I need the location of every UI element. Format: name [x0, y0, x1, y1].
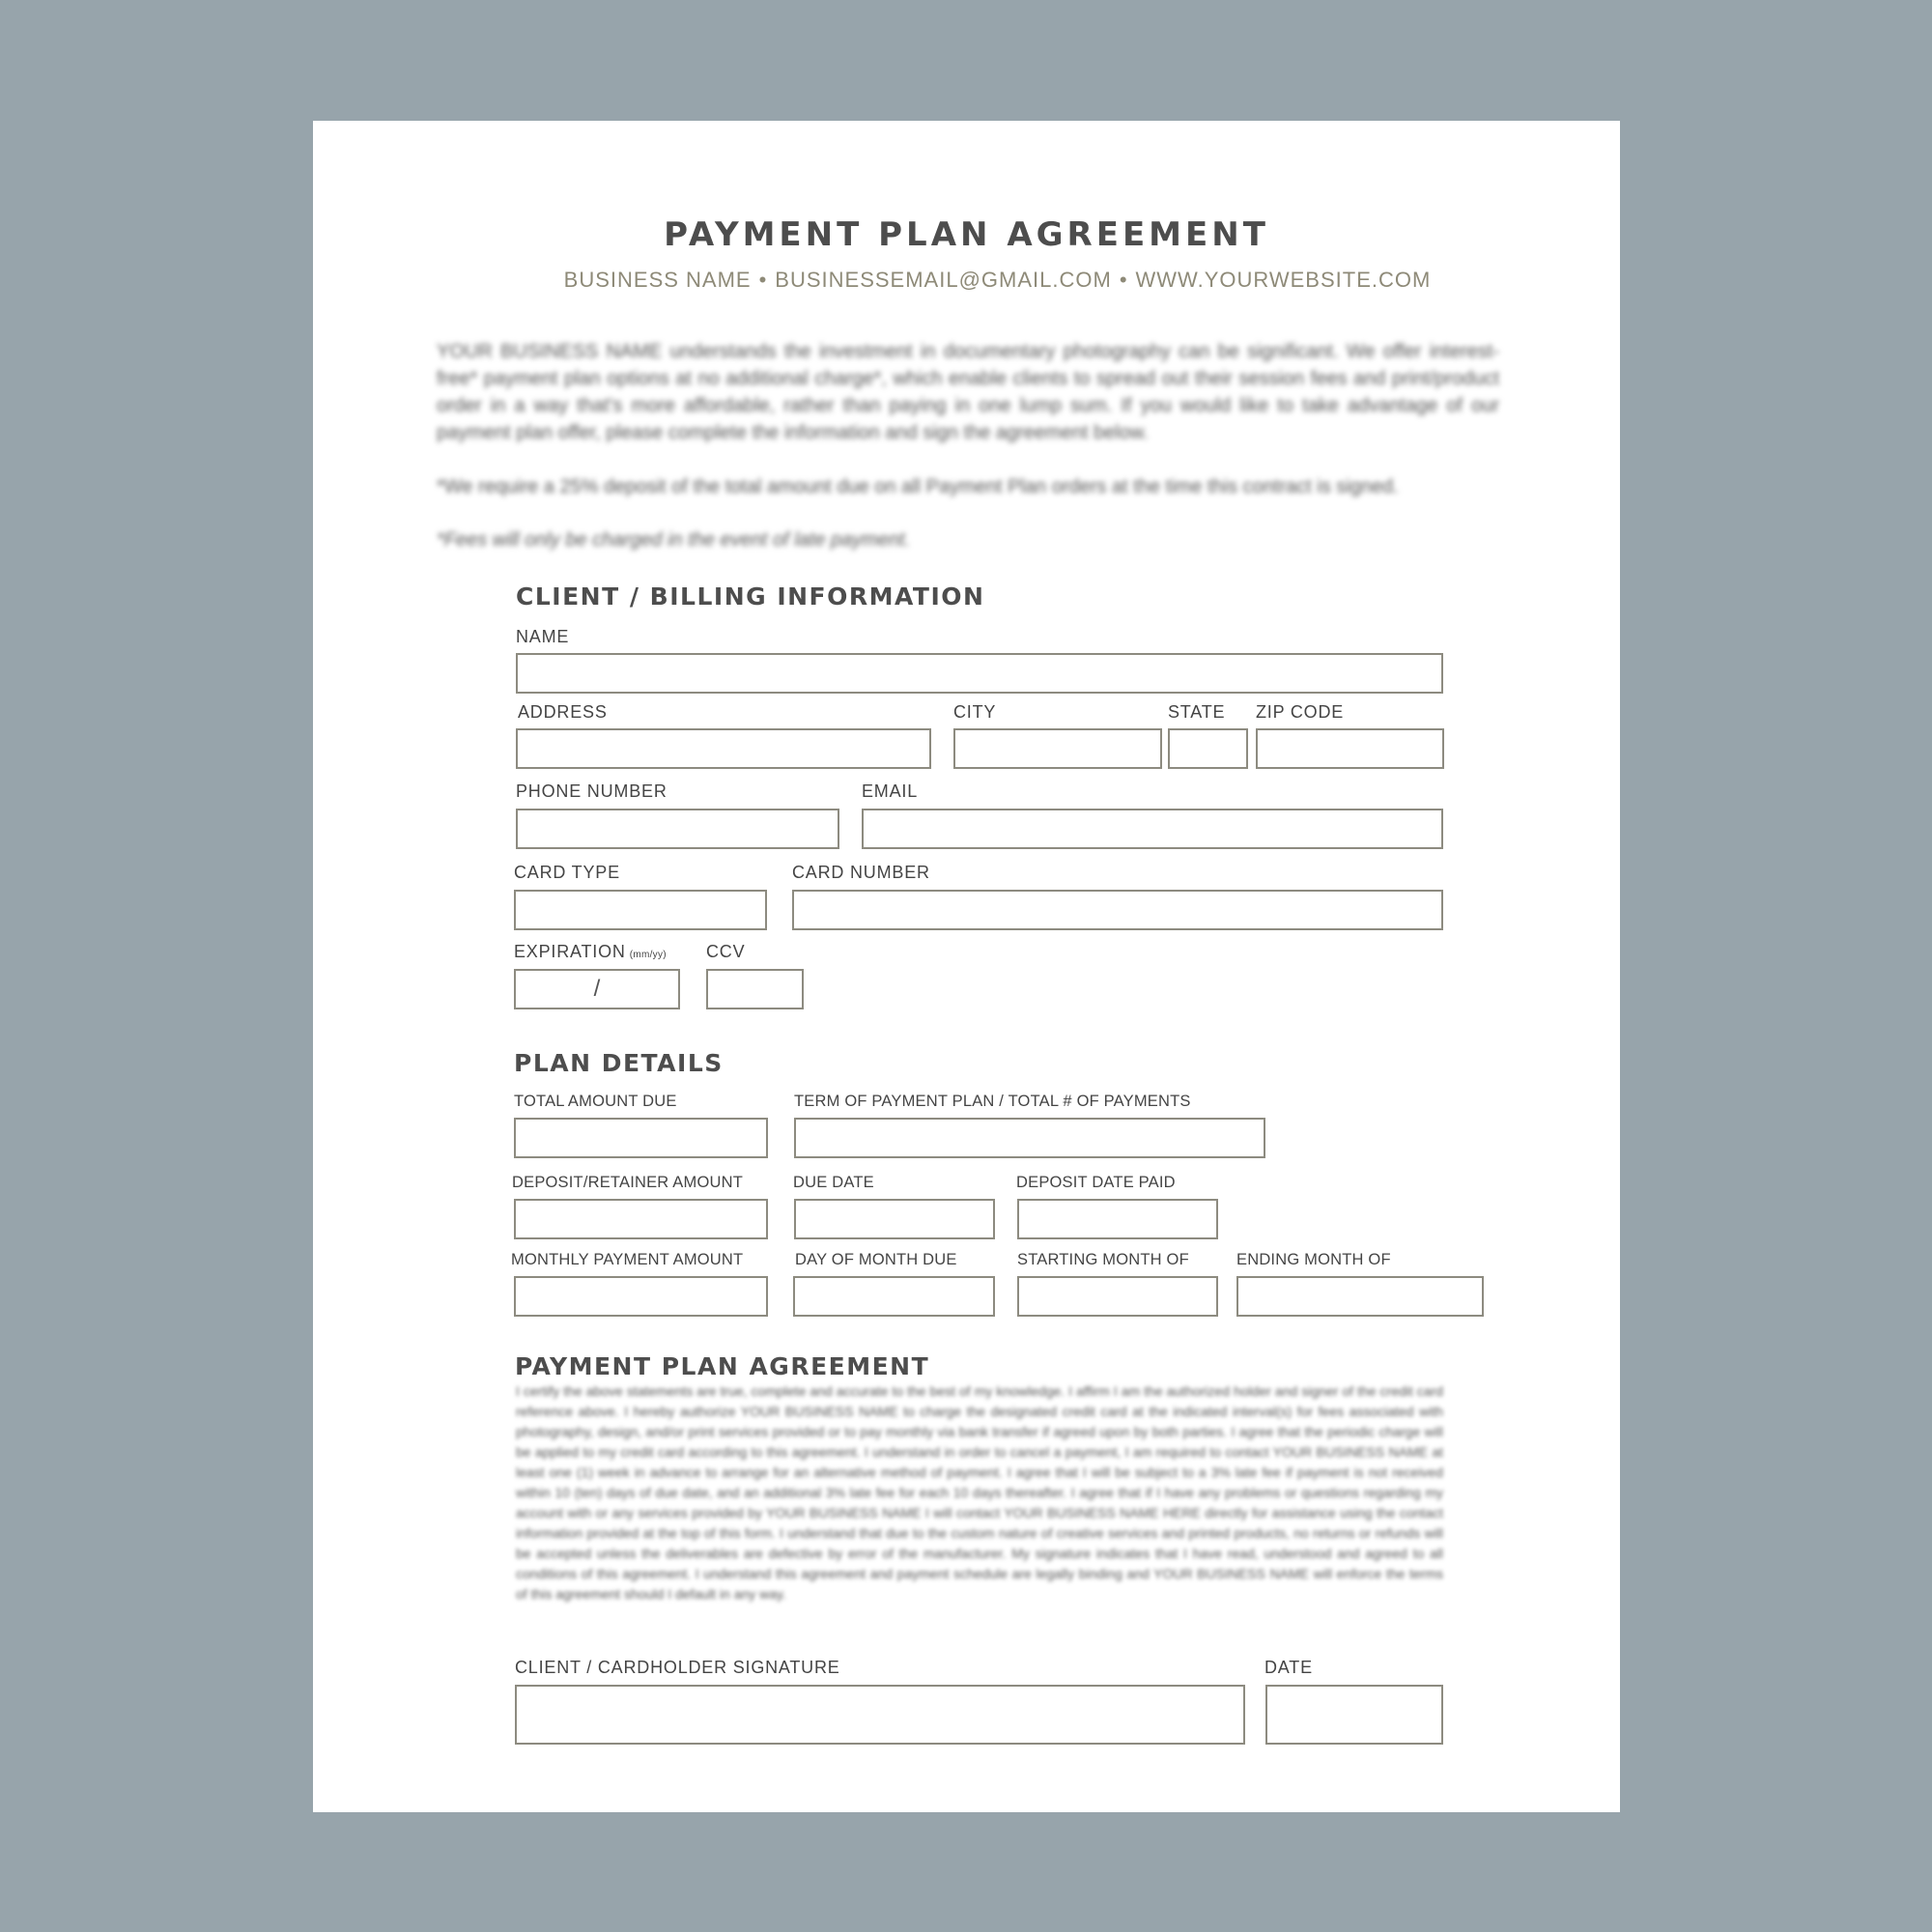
expiration-separator: /	[593, 976, 601, 1002]
name-field[interactable]	[516, 653, 1443, 694]
deposit-retainer-amount-label: DEPOSIT/RETAINER AMOUNT	[512, 1174, 743, 1191]
expiration-label-text: EXPIRATION	[514, 942, 626, 961]
client-billing-section-title: CLIENT / BILLING INFORMATION	[516, 582, 985, 611]
starting-month-label: STARTING MONTH OF	[1017, 1251, 1189, 1268]
address-label: ADDRESS	[518, 702, 608, 722]
address-field[interactable]	[516, 728, 931, 769]
ccv-label: CCV	[706, 942, 746, 961]
card-type-label: CARD TYPE	[514, 863, 620, 882]
email-field[interactable]	[862, 809, 1443, 849]
bullet-separator: •	[758, 268, 768, 292]
due-date-field[interactable]	[794, 1199, 995, 1239]
business-contact-line	[313, 268, 1620, 293]
signature-field[interactable]	[515, 1685, 1245, 1745]
card-type-field[interactable]	[514, 890, 767, 930]
agreement-terms-text: I certify the above statements are true, complete and accurate to the best of my knowledge. I affirm I am the authorized holder and signer of the credit card reference above. I hereby authorize YOUR BUSINESS NAME to charge the designated credit card at the indicated interval(s) for fees associated with photography, design, and/or print services provided or to pay monthly via bank transfer if agreed upon by both parties. I agree that the periodic charge will be applied to my credit card according to this agreement. I understand in order to cancel a payment, I am required to contact YOUR BUSINESS NAME at least one (1) week in advance to arrange for an alternative method of payment. I agree that I will be subject to a 3% late fee if payment is not received within 10 (ten) days of due date, and an additional 3% late fee for each 10 days thereafter. I agree that if I have any problems or questions regarding my account with or any services provided by YOUR BUSINESS NAME I will contact YOUR BUSINESS NAME HERE directly for assistance using the contact information provided at the top of this form. I understand that due to the custom nature of creative services and printed products, no returns or refunds will be accepted unless the deliverables are defective by error of the manufacturer. My signature indicates that I have read, understood and agreed to all conditions of this agreement. I understand this agreement and payment schedule are legally binding and YOUR BUSINESS NAME will enforce the terms of this agreement should I default in any way.	[516, 1383, 1443, 1602]
email-label: EMAIL	[862, 781, 919, 801]
intro-paragraph: YOUR BUSINESS NAME understands the investment in documentary photography can be significant. We offer interest-free* payment plan options at no additional charge*, which enable clients to spread out their session fees and print/product order in a way that's more affordable, rather than paying in one lump sum. If you would like to take advantage of our payment plan offer, please complete the information and sign the agreement below.	[437, 341, 1499, 443]
card-number-label: CARD NUMBER	[792, 863, 930, 882]
deposit-note: *We require a 25% deposit of the total amount due on all Payment Plan orders at the time this contract is signed.	[437, 476, 1399, 497]
ending-month-field[interactable]	[1236, 1276, 1484, 1317]
total-amount-due-label: TOTAL AMOUNT DUE	[514, 1093, 677, 1110]
expiration-label	[514, 942, 667, 962]
monthly-payment-amount-field[interactable]	[514, 1276, 768, 1317]
form-page	[313, 121, 1620, 1812]
state-label: STATE	[1168, 702, 1226, 722]
expiration-field[interactable]	[514, 969, 680, 1009]
agreement-section-title: PAYMENT PLAN AGREEMENT	[515, 1352, 930, 1380]
fees-note: *Fees will only be charged in the event of late payment.	[437, 529, 911, 551]
starting-month-field[interactable]	[1017, 1276, 1218, 1317]
term-of-payment-plan-label: TERM OF PAYMENT PLAN / TOTAL # OF PAYMENTS	[794, 1093, 1191, 1110]
business-website: WWW.YOURWEBSITE.COM	[1135, 268, 1432, 292]
deposit-date-paid-label: DEPOSIT DATE PAID	[1016, 1174, 1176, 1191]
expiration-format-hint: (mm/yy)	[629, 950, 667, 960]
city-field[interactable]	[953, 728, 1162, 769]
zip-code-field[interactable]	[1256, 728, 1444, 769]
due-date-label: DUE DATE	[793, 1174, 874, 1191]
page-title: PAYMENT PLAN AGREEMENT	[664, 215, 1269, 254]
signature-date-field[interactable]	[1265, 1685, 1443, 1745]
day-of-month-due-field[interactable]	[793, 1276, 995, 1317]
ccv-field[interactable]	[706, 969, 804, 1009]
deposit-date-paid-field[interactable]	[1017, 1199, 1218, 1239]
phone-number-field[interactable]	[516, 809, 839, 849]
term-of-payment-plan-field[interactable]	[794, 1118, 1265, 1158]
card-number-field[interactable]	[792, 890, 1443, 930]
zip-code-label: ZIP CODE	[1256, 702, 1345, 722]
signature-date-label: DATE	[1264, 1658, 1313, 1677]
bullet-separator: •	[1119, 268, 1128, 292]
plan-details-section-title: PLAN DETAILS	[514, 1049, 724, 1077]
signature-label: CLIENT / CARDHOLDER SIGNATURE	[515, 1658, 840, 1677]
name-label: NAME	[516, 627, 570, 646]
business-name: BUSINESS NAME	[563, 268, 752, 292]
city-label: CITY	[953, 702, 997, 722]
day-of-month-due-label: DAY OF MONTH DUE	[795, 1251, 957, 1268]
business-email: BUSINESSEMAIL@GMAIL.COM	[775, 268, 1112, 292]
phone-number-label: PHONE NUMBER	[516, 781, 668, 801]
monthly-payment-amount-label: MONTHLY PAYMENT AMOUNT	[511, 1251, 744, 1268]
state-field[interactable]	[1168, 728, 1248, 769]
ending-month-label: ENDING MONTH OF	[1236, 1251, 1391, 1268]
deposit-retainer-amount-field[interactable]	[514, 1199, 768, 1239]
total-amount-due-field[interactable]	[514, 1118, 768, 1158]
